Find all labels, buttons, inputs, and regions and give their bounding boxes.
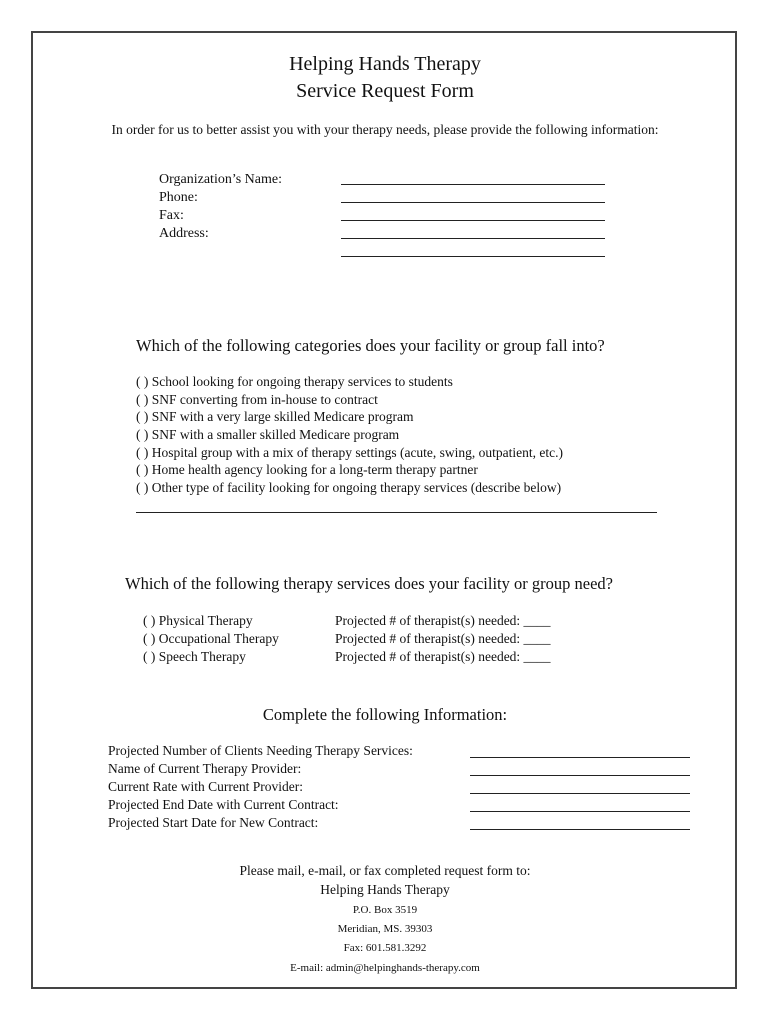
complete-info-heading: Complete the following Information: <box>262 705 508 724</box>
form-title: Service Request Form <box>296 80 474 102</box>
footer-po-box: P.O. Box 3519 <box>352 904 418 916</box>
intro-text: In order for us to better assist you with your therapy needs, please provide the following information: <box>111 122 659 137</box>
footer-email[interactable]: E-mail: admin@helpinghands-therapy.com <box>290 962 480 974</box>
footer-city: Meridian, MS. 39303 <box>337 923 433 935</box>
address-label: Address: <box>159 226 209 241</box>
form-company-title: Helping Hands Therapy <box>289 53 481 75</box>
current-provider-line[interactable] <box>470 775 690 776</box>
service-physical[interactable]: ( ) Physical Therapy <box>143 613 253 628</box>
footer-company: Helping Hands Therapy <box>320 882 450 897</box>
category-option[interactable]: ( ) SNF with a smaller skilled Medicare program <box>136 427 400 442</box>
current-rate-line[interactable] <box>470 793 690 794</box>
category-option[interactable]: ( ) Other type of facility looking for ongoing therapy services (describe below) <box>136 480 562 495</box>
page-border <box>31 31 737 989</box>
clients-needing-line[interactable] <box>470 757 690 758</box>
fax-line[interactable] <box>341 220 605 221</box>
org-name-label: Organization’s Name: <box>159 172 282 187</box>
fax-label: Fax: <box>159 208 184 223</box>
category-option[interactable]: ( ) School looking for ongoing therapy services to students <box>136 374 453 389</box>
end-date-label: Projected End Date with Current Contract: <box>108 797 339 812</box>
phone-label: Phone: <box>159 190 198 205</box>
service-occupational[interactable]: ( ) Occupational Therapy <box>143 631 279 646</box>
address-line-1[interactable] <box>341 238 605 239</box>
phone-line[interactable] <box>341 202 605 203</box>
address-line-2[interactable] <box>341 256 605 257</box>
start-date-label: Projected Start Date for New Contract: <box>108 815 319 830</box>
category-option[interactable]: ( ) SNF converting from in-house to contract <box>136 392 378 407</box>
services-question: Which of the following therapy services does your facility or group need? <box>125 574 613 593</box>
clients-needing-label: Projected Number of Clients Needing Therapy Services: <box>108 743 413 758</box>
end-date-line[interactable] <box>470 811 690 812</box>
projected-count-occupational[interactable]: Projected # of therapist(s) needed: ____ <box>335 631 551 646</box>
current-rate-label: Current Rate with Current Provider: <box>108 779 303 794</box>
start-date-line[interactable] <box>470 829 690 830</box>
projected-count-physical[interactable]: Projected # of therapist(s) needed: ____ <box>335 613 551 628</box>
service-speech[interactable]: ( ) Speech Therapy <box>143 649 246 664</box>
category-option[interactable]: ( ) Hospital group with a mix of therapy settings (acute, swing, outpatient, etc.) <box>136 445 564 460</box>
projected-count-speech[interactable]: Projected # of therapist(s) needed: ____ <box>335 649 551 664</box>
other-description-line[interactable] <box>136 512 657 513</box>
org-name-line[interactable] <box>341 184 605 185</box>
category-question: Which of the following categories does your facility or group fall into? <box>136 336 605 355</box>
category-option[interactable]: ( ) Home health agency looking for a long-term therapy partner <box>136 462 478 477</box>
current-provider-label: Name of Current Therapy Provider: <box>108 761 302 776</box>
category-option[interactable]: ( ) SNF with a very large skilled Medicare program <box>136 409 414 424</box>
footer-fax: Fax: 601.581.3292 <box>343 942 427 954</box>
mail-instruction: Please mail, e-mail, or fax completed request form to: <box>239 863 531 878</box>
